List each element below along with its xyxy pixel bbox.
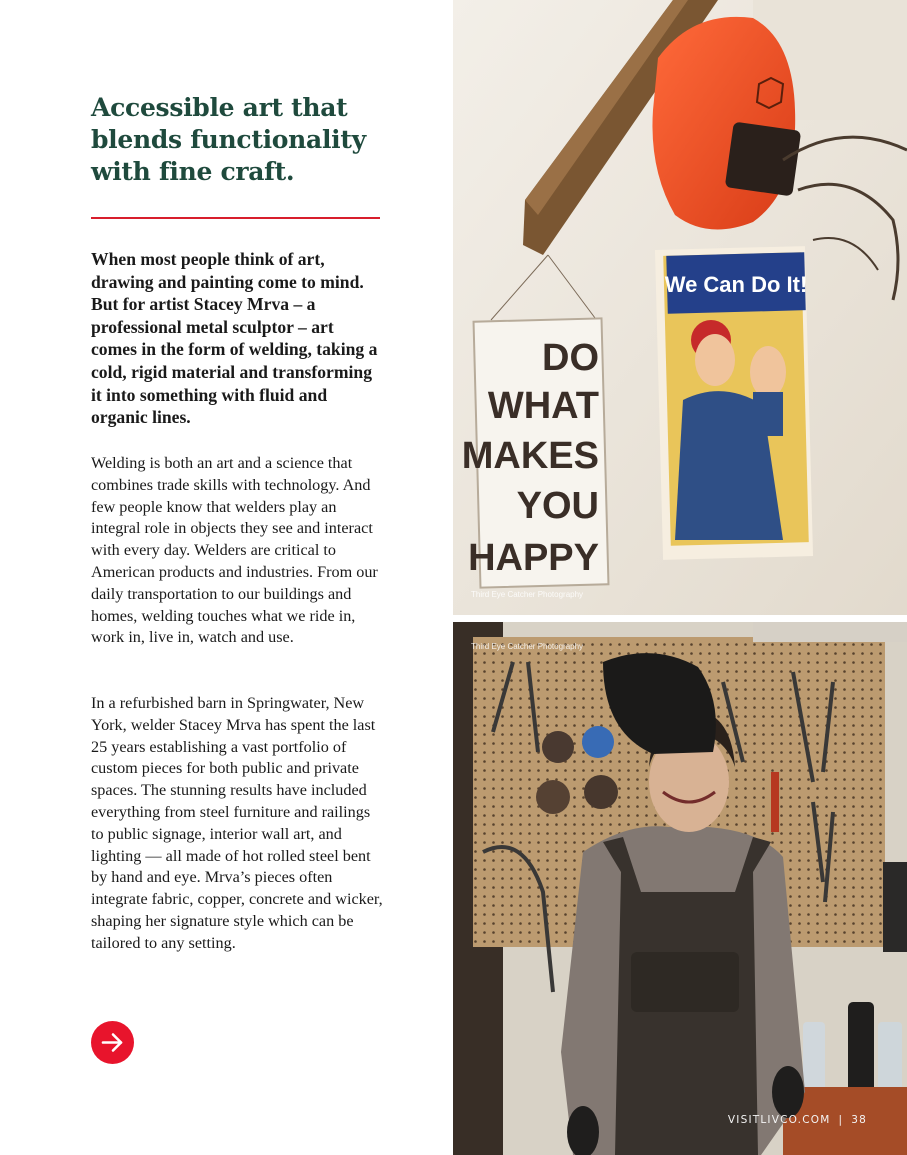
footer-separator: | bbox=[838, 1114, 844, 1126]
site-url[interactable]: VISITLIVCO.COM bbox=[727, 1114, 831, 1126]
sign-line-3: MAKES bbox=[461, 435, 599, 477]
lead-paragraph: When most people think of art, drawing and painting come to mind. But for artist Stacey Mrva – a professional metal sculptor – art comes in the form of welding, taking a cold, rigid material and transforming it into something with fluid and organic lines. bbox=[91, 249, 378, 428]
welder-illustration bbox=[453, 622, 907, 1155]
we-can-do-it-poster bbox=[655, 246, 813, 560]
photo-gap bbox=[453, 615, 907, 622]
photo-credit-top: Third Eye Catcher Photography bbox=[471, 590, 584, 599]
photo-credit-bottom: Third Eye Catcher Photography bbox=[471, 642, 584, 651]
sign-line-1: DO bbox=[542, 337, 599, 379]
studio-wall-photo bbox=[453, 0, 907, 615]
poster-title: We Can Do It! bbox=[664, 272, 808, 297]
article-headline: Accessible art that blends functionality with fine craft. bbox=[91, 93, 366, 186]
page-number: 38 bbox=[851, 1114, 867, 1126]
arrow-right-icon bbox=[100, 1030, 125, 1055]
body-paragraph-2: In a refurbished barn in Springwater, New York, welder Stacey Mrva has spent the last 25 years establishing a vast portfolio of custom pieces for both public and private spaces. The stunning results have included everything from steel furniture and railings to public signage, interior wall art, and lighting — all made of hot rolled steel bent by hand and eye. Mrva’s pieces often integrate fabric, copper, concrete and wicker, shaping her signature style which can be tailored to any setting. bbox=[91, 694, 383, 952]
body-paragraph-1: Welding is both an art and a science that combines trade skills with technology. And few people know that welders play an integral role in objects they see and interact with every day. Welders are critical to American products and industries. From our daily transportation to our buildings and homes, welding touches what we ride in, work in, live in, watch and use. bbox=[91, 454, 378, 647]
motivational-sign bbox=[462, 318, 609, 587]
page-footer bbox=[728, 1114, 867, 1126]
sign-line-4: YOU bbox=[516, 485, 599, 527]
headline-divider bbox=[91, 217, 380, 219]
studio-wall-illustration bbox=[453, 0, 907, 615]
sign-line-5: HAPPY bbox=[468, 537, 599, 579]
next-page-button[interactable] bbox=[91, 1021, 134, 1064]
welder-portrait-photo bbox=[453, 622, 907, 1155]
article-column bbox=[0, 0, 453, 1155]
sign-line-2: WHAT bbox=[487, 385, 599, 427]
